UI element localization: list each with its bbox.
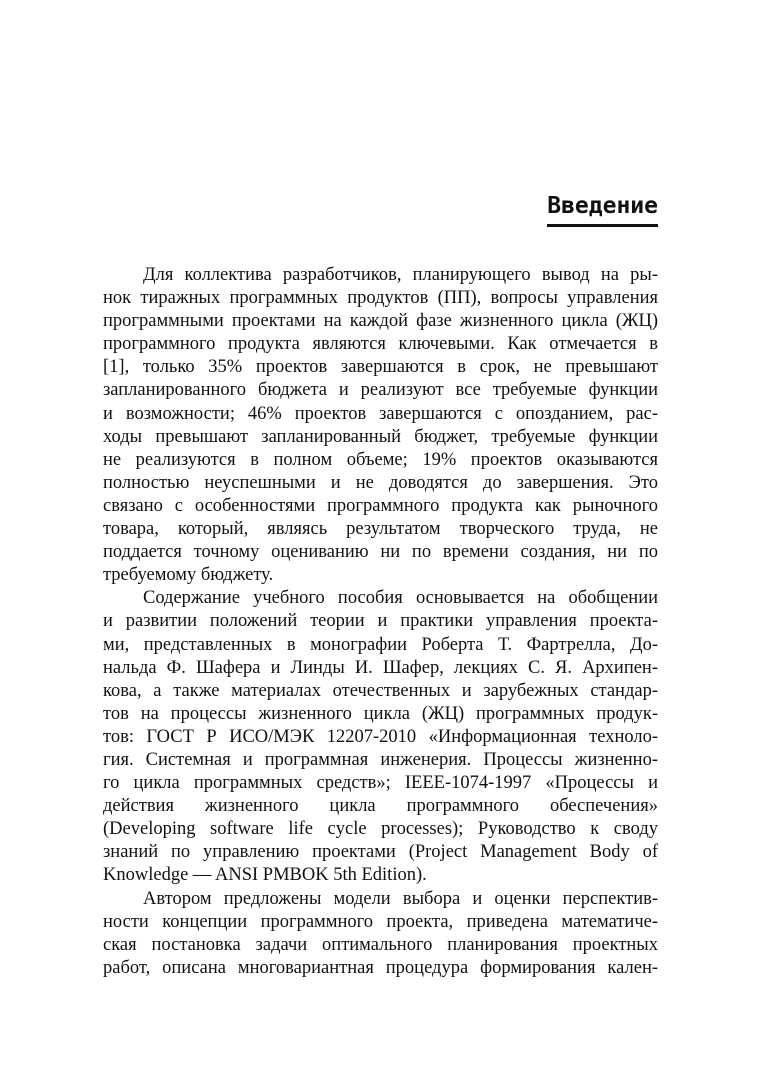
text-line: (Developing software life cycle processes); Руководство к своду <box>103 819 658 840</box>
paragraph-3 <box>103 888 658 980</box>
text-line: нальда Ф. Шафера и Линды И. Шафер, лекциях С. Я. Архипен- <box>103 657 658 678</box>
text-line: программного продукта являются ключевыми. Как отмечается в <box>103 334 658 355</box>
text-line: ходы превышают запланированный бюджет, требуемые функции <box>103 426 658 447</box>
text-line: Автором предложены модели выбора и оценки перспектив- <box>143 888 658 909</box>
text-line: нок тиражных программных продуктов (ПП), вопросы управления <box>103 288 658 309</box>
text-line: знаний по управлению проектами (Project Management Body of <box>103 842 658 863</box>
text-line: и возможности; 46% проектов завершаются с опозданием, рас- <box>103 403 658 424</box>
text-line: работ, описана многовариантная процедура формирования кален- <box>103 957 658 978</box>
text-line: тов на процессы жизненного цикла (ЖЦ) программных продук- <box>103 703 658 724</box>
text-line: требуемому бюджету. <box>103 565 274 586</box>
text-line: поддается точному оцениванию ни по времени создания, ни по <box>103 542 658 563</box>
body-text <box>103 264 658 980</box>
text-line: не реализуются в полном объеме; 19% проектов оказываются <box>103 449 658 470</box>
text-line: полностью неуспешными и не доводятся до завершения. Это <box>103 472 658 493</box>
text-line: программными проектами на каждой фазе жизненного цикла (ЖЦ) <box>103 311 658 332</box>
text-line: и развитии положений теории и практики управления проекта- <box>103 611 658 632</box>
text-line: ская постановка задачи оптимального планирования проектных <box>103 934 658 955</box>
text-line: го цикла программных средств»; IEEE-1074-1997 «Процессы и <box>103 773 658 794</box>
text-line: Содержание учебного пособия основывается на обобщении <box>143 588 658 609</box>
text-line: тов: ГОСТ Р ИСО/МЭК 12207-2010 «Информационная техноло- <box>103 726 658 747</box>
text-line: [1], только 35% проектов завершаются в срок, не превышают <box>103 357 658 378</box>
text-line: гия. Системная и программная инженерия. Процессы жизненно- <box>103 749 658 770</box>
paragraph-2 <box>103 587 658 887</box>
text-line: кова, а также материалах отечественных и зарубежных стандар- <box>103 680 658 701</box>
paragraph-1 <box>103 264 658 587</box>
text-line: Knowledge — ANSI PMBOK 5th Edition). <box>103 865 427 886</box>
text-line: ности концепции программного проекта, приведена математиче- <box>103 911 658 932</box>
text-line: товара, который, являясь результатом творческого труда, не <box>103 519 658 540</box>
text-line: связано с особенностями программного продукта как рыночного <box>103 495 658 516</box>
text-line: Для коллектива разработчиков, планирующего вывод на ры- <box>143 265 658 285</box>
text-line: ми, представленных в монографии Роберта Т. Фартрелла, До- <box>103 634 658 655</box>
chapter-title: Введение <box>547 192 658 227</box>
text-line: действия жизненного цикла программного обеспечения» <box>103 796 658 817</box>
text-line: запланированного бюджета и реализуют все требуемые функции <box>103 380 658 401</box>
